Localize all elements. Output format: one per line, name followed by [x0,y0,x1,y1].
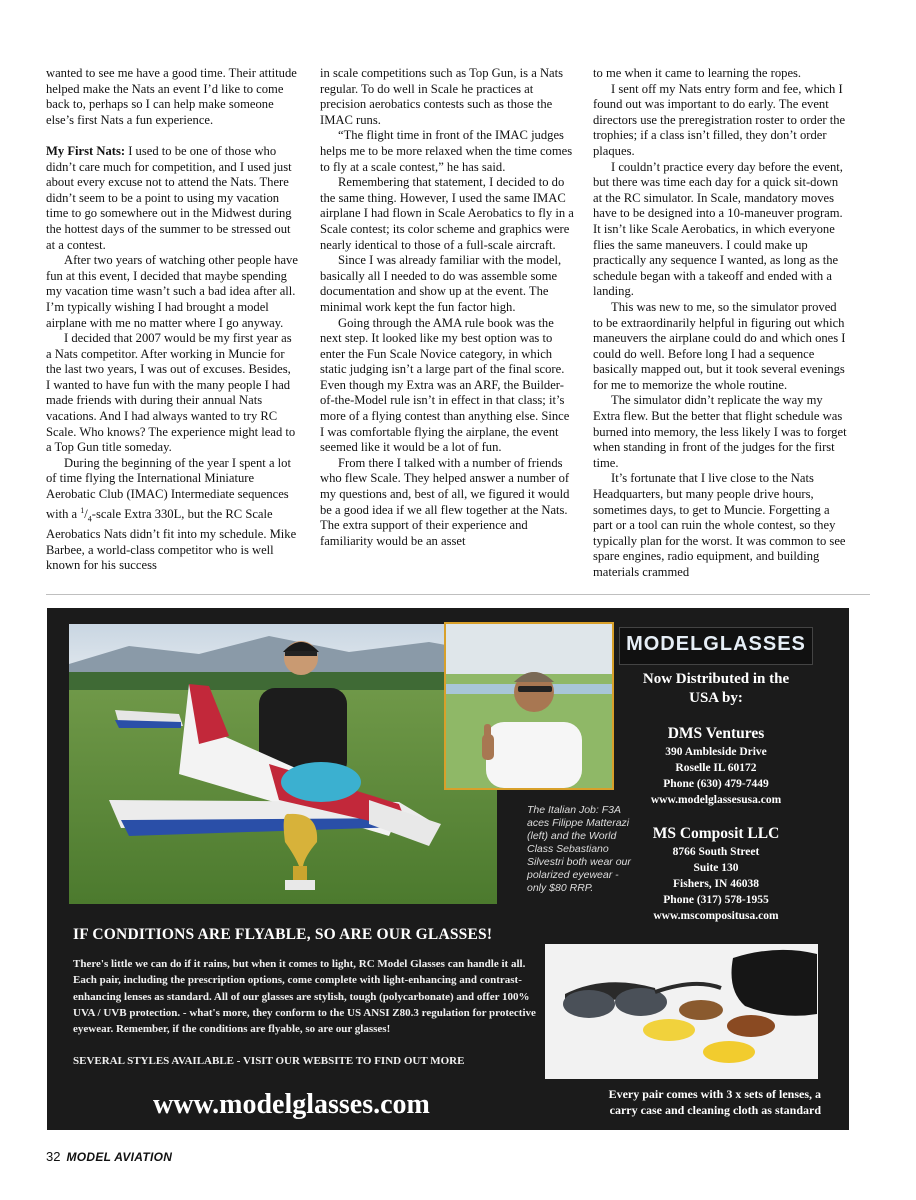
divider-rule [46,594,870,595]
paragraph: I decided that 2007 would be my first year as a Nats competitor. After working in Muncie for the last two years, I was out of excuses. Besides, I wanted to have fun with the many people I had made friends with during their annual Nats vacations. And I had always wanted to try RC Scale. Who knows? The experience might lead to a Top Gun title someday. [46,331,296,455]
ad-website-url: www.modelglasses.com [153,1089,430,1120]
glasses-photo-illustration [545,944,818,1079]
paragraph: in scale competitions such as Top Gun, is a Nats regular. To do well in Scale he practices at precision aerobatics contests such as those the IMAC runs. [320,66,564,127]
article-column-2 [320,66,576,549]
paragraph: It’s fortunate that I live close to the Nats Headquarters, but many people drive hours, sometimes days, to get to Muncie. Forgetting a part or a tool can ruin the whole contest, so they typically plan for the worst. It was common to see spare engines, radio equipment, and building materials crammed [593,471,846,579]
paragraph: After two years of watching other people have fun at this event, I decided that maybe spending my vacation time wasn’t such a bad idea after all. I’m typically wishing I had brought a model airplane with me no matter where I go anyway. [46,253,298,330]
page-footer [46,1149,172,1164]
paragraph: This was new to me, so the simulator proved to be extraordinarily helpful in figuring out which maneuvers the airplane could do and which ones I could do well. Before long I had a sequence basically mapped out, but it took several evenings for me to memorize the whole routine. [593,299,846,392]
paragraph: From there I talked with a number of friends who flew Scale. They helped answer a number of my questions and, best of all, we figured it would be a good idea if we all flew together at the Nats. The extra support of their experience and familiarity would be an asset [320,455,570,548]
photo-caption: The Italian Job: F3A aces Filippe Matterazi (left) and the World Class Sebastiano Silvestri both wear our polarized eyewear - only $80 RRP. [527,804,631,894]
article-column-1 [46,66,298,574]
paragraph: Since I was already familiar with the model, basically all I needed to do was assemble some documentation and show up at the event. The minimal work kept the fun factor high. [320,253,562,314]
paragraph: to me when it came to learning the ropes. [593,66,802,80]
modelglasses-logo: MODELGLASSES [619,627,813,665]
ad-body-text: There's little we can do if it rains, but when it comes to light, RC Model Glasses can handle it all. Each pair, including the prescription options, come complete with light-enhancing and contrast-enhancing lenses as standard. All of our glasses are stylish, tough (polycarbonate) and offer 100% UVA / UVB protection. - what's more, they conform to the US ANSI Z80.3 regulation for protective eyewear. Remember, if the conditions are flyable, so are our glasses! [73,958,536,1036]
paragraph: During the beginning of the year I spent a lot of time flying the International Miniature Aerobatic Club (IMAC) Intermediate sequences with a $^1/_4$-scale Extra 330L, but the RC Scale Aerobatics Nats didn’t fit into my schedule. Mike Barbee, a world-class competitor who is well known for his success [46,455,297,573]
page-number: 32 [46,1149,61,1164]
paragraph: The simulator didn’t replicate the way my Extra flew. But the better that flight schedule was burned into memory, the less likely I was to forget when standing in front of the judges for the first time. [593,393,847,470]
modelglasses-advertisement [47,608,849,1130]
distributor-website: www.modelglassesusa.com [650,794,782,806]
ad-headline: IF CONDITIONS ARE FLYABLE, SO ARE OUR GLASSES! [73,926,493,943]
paragraph: wanted to see me have a good time. Their attitude helped make the Nats an event I’d like to come back to, perhaps so I can help make someone else’s first Nats a fun experience. [46,66,297,127]
photo-pilot-with-airplane [69,624,497,904]
ad-styles-line: SEVERAL STYLES AVAILABLE - VISIT OUR WEBSITE TO FIND OUT MORE [73,1055,465,1067]
distributor-name: DMS Ventures [667,725,765,742]
distributed-heading: Now Distributed in the USA by: [642,671,790,706]
pilot-photo-illustration [446,624,612,788]
distributor-website: www.mscompositusa.com [653,910,779,922]
paragraph: Going through the AMA rule book was the next step. It looked like my best option was to enter the Fun Scale Novice category, in which static judging isn’t a large part of the final score. Even though my Extra was an ARF, the Builder-of-the-Model rule isn’t in effect in that class; it’s more of a flying contest than anything else. Since I was comfortable flying the airplane, the event seemed like it would be a lot of fun. [320,315,570,455]
lens-caption: Every pair comes with 3 x sets of lenses, a carry case and cleaning cloth as standard [608,1087,821,1117]
paragraph: I couldn’t practice every day before the event, but there was time each day for a quick sit-down at the RC simulator. In Scale, mandatory moves have to be designed into a 10-maneuver program. It isn’t like Scale Aerobatics, in which everyone flies the same maneuvers. I could make up practically any sequence I wanted, as long as the schedule began with a takeoff and ended with a landing. [593,159,843,299]
distributor-dms-ventures: DMS Ventures 390 Ambleside Drive Roselle IL 60172 Phone (630) 479-7449 www.modelglassesusa.com [621,724,811,808]
paragraph: Remembering that statement, I decided to do the same thing. However, I used the same IMAC airplane I had flown in Scale Aerobatics to fly in a Scale contest; its color scheme and graphics were nearly identical to those of a full-scale aircraft. [320,175,574,252]
photo-pilot-thumbs-up [444,622,614,790]
distributor-name: MS Composit LLC [652,825,780,842]
section-lead: My First Nats: [46,143,126,158]
distributor-ms-composit: MS Composit LLC 8766 South Street Suite 130 Fishers, IN 46038 Phone (317) 578-1955 www.mscompositusa.com [621,824,811,924]
magazine-name: MODEL AVIATION [66,1150,173,1164]
photo-glasses-and-lenses [545,944,818,1079]
paragraph: “The flight time in front of the IMAC judges helps me to be more relaxed when the time comes to fly at a scale contest,” he has said. [320,128,573,174]
paragraph: My First Nats: I used to be one of those who didn’t care much for competition, and I used just about every excuse not to attend the Nats. There didn’t seem to be a point to using my vacation time to go somewhere out in the Midwest during the hottest days of the summer to be stressed out at a contest. [46,143,292,252]
paragraph: I sent off my Nats entry form and fee, which I found out was important to do early. The event directors use the preregistration roster to order the trophies; if a class isn’t filled, they don’t order plaques. [593,81,846,158]
article-column-3 [593,66,849,581]
airplane-photo-illustration [69,624,497,904]
